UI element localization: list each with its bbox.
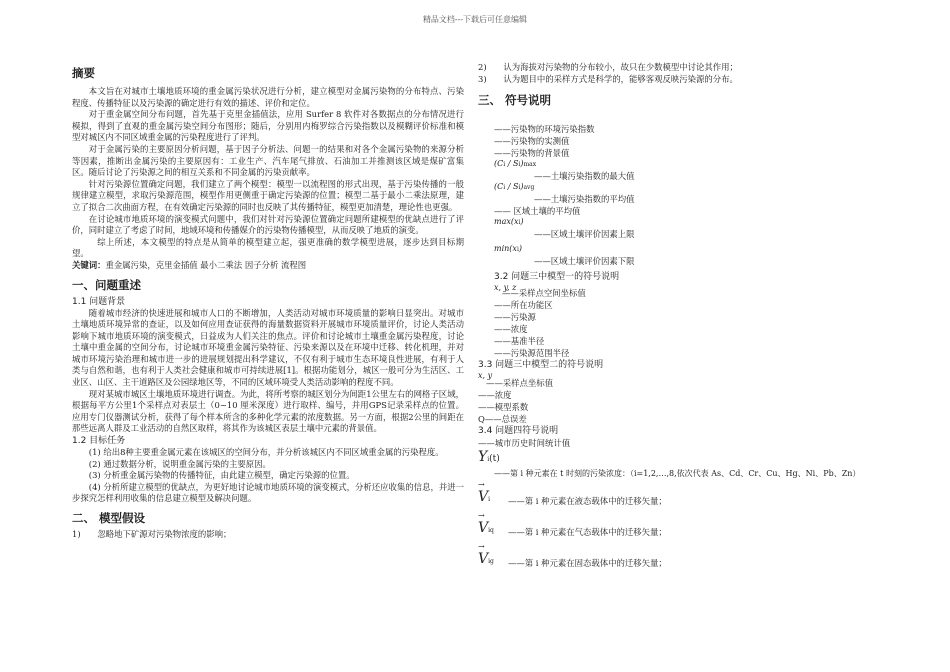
assumption-item: 3) 认为题目中的采样方式是科学的，能够客观反映污染源的分布。 (478, 73, 738, 84)
background-subtitle: 1.1 问题背景 (72, 296, 126, 307)
symbol-line: ——采样点坐标值 (486, 378, 553, 389)
background-paragraph: 随着城市经济的快速进展和城市人口的不断增加，人类活动对城市环境质量的影响日显突出。对城市土壤地质环境异常的查证，以及如何应用查证获得的海量数据资料开展城市环境质量评价，讨论人类活动影响下城市地质环境的演变模式，日益成为人们关注的焦点。评价和讨论城市土壤重金属污染程度，讨论土壤中重金属的空间分布，讨论城市环境重金属污染特征、污染来源以及在环境中迁移、转化机理，并对城市环境污染治理和城市进一步的进展规划提出科学建议，不仅有利于城市生态环境良性进展，有利于人类与自然和谐，也有利于人类社会健康和城市可持续进展[1]。根据功能划分，城区一般可分为生活区、工业区、山区、主干道路区及公园绿地区等，不同的区域环境受人类活动影响的程度不同。 (72, 307, 464, 388)
symbol-line: ——污染物的背景值 (494, 148, 570, 159)
left-column (72, 60, 464, 541)
abstract-paragraph: 本文旨在对城市土壤地质环境的重金属污染状况进行分析，建立模型对金属污染物的分布特点、污染程度、传播特征以及污染源的确定进行有效的描述、评价和定位。 (72, 86, 464, 108)
symbol-line: ——浓度 (478, 390, 512, 401)
page-header: 精品文档---下载后可任意编辑 (422, 15, 528, 24)
max-x-expression: max(xi) (494, 217, 524, 227)
symbol-line: Q——总误差 (478, 414, 527, 425)
v-symbol: Vi (478, 489, 491, 506)
symbol-line: ——所在功能区 (494, 300, 553, 311)
max-index-expression: (Ci / Si)max (494, 159, 537, 169)
symbol-line: ——区域土壤评价因素上限 (534, 229, 635, 240)
task-item: (3) 分析重金属污染物的传播特征，由此建立模型，确定污染源的位置。 (88, 470, 355, 481)
v-symbol: Vig (478, 551, 494, 568)
coord-symbol: x, y, z (494, 283, 517, 293)
abstract-paragraph: 综上所述，本文模型的特点是从简单的模型建立起，强更准确的数学模型进展，逐步达到目标期望。 (72, 236, 464, 259)
abstract-paragraph: 对于重金属空间分布问题，首先基于克里金插值法，应用 Surfer 8 软件对各数据点的分布情况进行模拟，得到了直观的重金属污染空间分布图形；随后，分别用内梅罗综合污染指数以及模糊评价标准和模型对城区内不同区域重金属的污染程度进行了评判。 (72, 109, 464, 143)
abstract-paragraph: 在讨论城市地质环境的演变模式问题中，我们对针对污染源位置确定问题所建模型的优缺点进行了评价，同时建立了考虑了时间，地域环境和传播媒介的污染物传播模型，从而反映了地质的演变。 (72, 213, 464, 236)
tasks-subtitle: 1.2 目标任务 (72, 436, 126, 447)
symbol-line: —— 区域土壤的平均值 (494, 206, 581, 217)
symbol-line: ——模型系数 (478, 402, 529, 413)
symbol-line: ——城市历史时间统计值 (478, 438, 571, 449)
section1-title: 一、问题重述 (72, 277, 141, 292)
y-description: ——第 i 种元素在 t 时刻的污染浓度：（i=1,2,…,8,依次代表 As、Cd、Cr、Cu、Hg、Ni、Pb、Zn） (494, 469, 861, 479)
symbol-line: ——第 i 种元素在气态载体中的迁移矢量； (508, 527, 667, 538)
symbol-line: ——污染物的环境污染指数 (494, 124, 595, 135)
avg-index-expression: (Ci / Si)avg (494, 182, 535, 192)
keywords-line (72, 260, 464, 272)
background-paragraph: 现对某城市城区土壤地质环境进行调查。为此，将所考察的城区划分为间距1公里左右的网格子区域，根据每平方公里1个采样点对表层土（0~10 厘米深度）进行取样、编号，并用GPS记录采样点的位置。应用专门仪器测试分析，获得了每个样本所含的多种化学元素的浓度数据。另一方面，根据2公里的间距在那些远离人群及工业活动的自然区取样，将其作为该城区表层土壤中元素的背景值。 (72, 388, 464, 434)
symbol-line: ——采样点空间坐标值 (502, 288, 586, 299)
abstract-paragraph: 针对污染源位置确定问题，我们建立了两个模型：模型一以流程图的形式出现，基于污染传播的一般规律建立模型，求取污染源范围，模型作用更侧重于确定污染源的位置；模型二基于最小二乘法原理，建立了拟合二次曲面方程，在有效确定污染源的同时也反映了其传播特征，模型更加清楚，理论性也更强。 (72, 178, 464, 212)
y-symbol: Yi(t) (478, 449, 500, 466)
vector-row (478, 489, 888, 507)
right-column (478, 62, 888, 569)
symbol-line: ——第 i 种元素在固态载体中的迁移矢量； (508, 558, 667, 569)
v-symbol: Viq (478, 520, 494, 537)
task-item: (4) 分析所建立模型的优缺点，为更好地讨论城市地质环境的演变模式，分析还应收集的信息，并进一步探究怎样利用收集的信息建立模型及解决问题。 (72, 481, 464, 504)
assumption-item: 1) 忽略地下矿源对污染物浓度的影响； (72, 529, 232, 539)
vector-arrow-icon: → (478, 480, 485, 490)
symbol-line: ——污染物的实测值 (494, 136, 570, 147)
symbol-line: ——土壤污染指数的最大值 (534, 171, 635, 182)
symbol-line: ——浓度 (494, 324, 528, 335)
task-item: (2) 通过数据分析，说明重金属污染的主要原因。 (88, 458, 271, 469)
coord-symbol: x, y (478, 371, 493, 381)
symbol-line: ——土壤污染指数的平均值 (534, 194, 635, 205)
symbol-line: ——区域土壤评价因素下限 (534, 256, 635, 267)
vector-arrow-icon: → (478, 511, 485, 521)
abstract-title: 摘要 (72, 66, 95, 80)
vector-row (478, 551, 888, 569)
vector-row (478, 520, 888, 538)
keywords-text: 重金属污染，克里金插值 最小二乘法 因子分析 流程图 (105, 259, 307, 270)
assumption-item: 2) 认为海拔对污染物的分布较小，故只在少数模型中讨论其作用； (478, 62, 738, 72)
section3-title: 三、 符号说明 (478, 93, 552, 108)
symbol-line: ——污染源范围半径 (494, 348, 570, 359)
symbol-line: ——污染源 (494, 312, 536, 323)
section2-title: 二、 模型假设 (72, 511, 146, 525)
task-item: (1) 给出8种主要重金属元素在该城区的空间分布，并分析该城区内不同区域重金属的污染程度。 (88, 447, 444, 458)
abstract-paragraph: 对于金属污染的主要原因分析问题，基于因子分析法、问题一的结果和对各个金属污染物的来源分析等因素，推断出金属污染的主要原因有：工业生产、汽车尾气排放、石油加工并推测该区域是煤矿富集区。随后讨论了污染源之间的相互关系和不同金属的污染贡献率。 (72, 143, 464, 178)
subsection-3-3-title: 3.3 问题三中模型二的符号说明 (478, 360, 604, 371)
keywords-label: 关键词： (72, 259, 106, 270)
symbol-line: ——基准半径 (494, 336, 545, 347)
vector-arrow-icon: → (478, 542, 485, 552)
min-x-expression: min(xi) (494, 244, 522, 254)
subsection-3-4-title: 3.4 问题四符号说明 (478, 426, 559, 437)
symbol-line: ——第 i 种元素在液态载体中的迁移矢量； (508, 496, 667, 507)
subsection-3-2-title: 3.2 问题三中模型一的符号说明 (494, 272, 620, 283)
